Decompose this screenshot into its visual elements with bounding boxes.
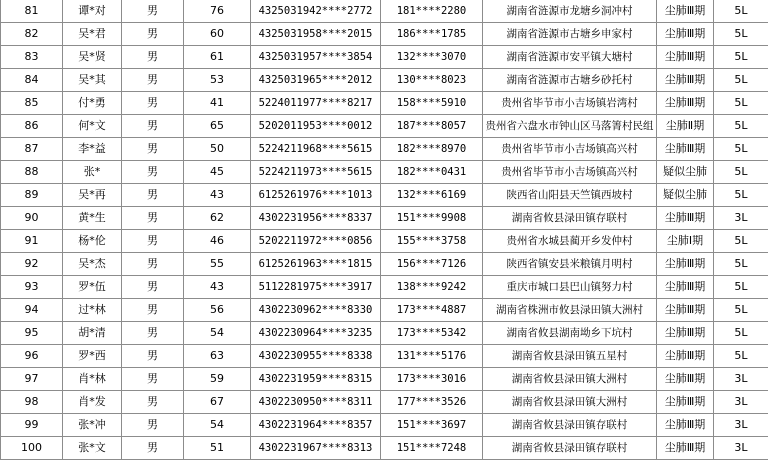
address-cell[interactable]: 贵州省水城县蔺开乡发仲村 — [483, 230, 657, 253]
row-number-cell[interactable]: 96 — [1, 345, 63, 368]
row-number-cell[interactable]: 90 — [1, 207, 63, 230]
address-cell[interactable]: 湖南省攸县湖南坳乡下坑村 — [483, 322, 657, 345]
row-number-cell[interactable]: 84 — [1, 69, 63, 92]
age-cell[interactable]: 63 — [184, 345, 251, 368]
id-number-cell[interactable]: 4302231959****8315 — [251, 368, 381, 391]
gender-cell[interactable]: 男 — [122, 184, 184, 207]
name-cell[interactable]: 张*冲 — [63, 414, 122, 437]
age-cell[interactable]: 46 — [184, 230, 251, 253]
id-number-cell[interactable]: 4325031957****3854 — [251, 46, 381, 69]
id-number-cell[interactable]: 5224211968****5615 — [251, 138, 381, 161]
address-cell[interactable]: 湖南省攸县渌田镇存联村 — [483, 437, 657, 460]
diagnosis-stage-cell[interactable]: 尘肺Ⅲ期 — [657, 368, 714, 391]
name-cell[interactable]: 谭*对 — [63, 0, 122, 23]
phone-cell[interactable]: 132****6169 — [381, 184, 483, 207]
address-cell[interactable]: 陕西省山阳县天竺镇西坡村 — [483, 184, 657, 207]
oxygen-flow-cell[interactable]: 3L — [714, 368, 768, 391]
gender-cell[interactable]: 男 — [122, 230, 184, 253]
address-cell[interactable]: 贵州省毕节市小吉场镇高兴村 — [483, 138, 657, 161]
id-number-cell[interactable]: 5202011953****0012 — [251, 115, 381, 138]
table-row — [1, 299, 768, 322]
phone-cell[interactable]: 182****0431 — [381, 161, 483, 184]
oxygen-flow-cell[interactable]: 5L — [714, 23, 768, 46]
address-cell[interactable]: 湖南省株洲市攸县渌田镇大洲村 — [483, 299, 657, 322]
phone-cell[interactable]: 130****8023 — [381, 69, 483, 92]
name-cell[interactable]: 张*文 — [63, 437, 122, 460]
name-cell[interactable]: 吴*其 — [63, 69, 122, 92]
name-cell[interactable]: 吴*君 — [63, 23, 122, 46]
address-cell[interactable]: 陕西省镇安县米粮镇月明村 — [483, 253, 657, 276]
gender-cell[interactable]: 男 — [122, 92, 184, 115]
address-cell[interactable]: 湖南省攸县渌田镇大洲村 — [483, 368, 657, 391]
address-cell[interactable]: 贵州省毕节市小吉场镇岩湾村 — [483, 92, 657, 115]
phone-cell[interactable]: 155****3758 — [381, 230, 483, 253]
name-cell[interactable]: 罗*伍 — [63, 276, 122, 299]
row-number-cell[interactable]: 89 — [1, 184, 63, 207]
id-number-cell[interactable]: 5112281975****3917 — [251, 276, 381, 299]
id-number-cell[interactable]: 4302230950****8311 — [251, 391, 381, 414]
name-cell[interactable]: 胡*清 — [63, 322, 122, 345]
row-number-cell[interactable]: 94 — [1, 299, 63, 322]
name-cell[interactable]: 过*林 — [63, 299, 122, 322]
id-number-cell[interactable]: 4302230964****3235 — [251, 322, 381, 345]
name-cell[interactable]: 杨*伦 — [63, 230, 122, 253]
oxygen-flow-cell[interactable]: 5L — [714, 115, 768, 138]
oxygen-flow-cell[interactable]: 5L — [714, 322, 768, 345]
age-cell[interactable]: 51 — [184, 437, 251, 460]
oxygen-flow-cell[interactable]: 5L — [714, 253, 768, 276]
diagnosis-stage-cell[interactable]: 尘肺Ⅲ期 — [657, 299, 714, 322]
age-cell[interactable]: 60 — [184, 23, 251, 46]
diagnosis-stage-cell[interactable]: 尘肺Ⅲ期 — [657, 276, 714, 299]
gender-cell[interactable]: 男 — [122, 0, 184, 23]
oxygen-flow-cell[interactable]: 3L — [714, 414, 768, 437]
phone-cell[interactable]: 173****4887 — [381, 299, 483, 322]
oxygen-flow-cell[interactable]: 5L — [714, 184, 768, 207]
address-cell[interactable]: 湖南省涟源市古塘乡砂托村 — [483, 69, 657, 92]
gender-cell[interactable]: 男 — [122, 322, 184, 345]
id-number-cell[interactable]: 4302230955****8338 — [251, 345, 381, 368]
oxygen-flow-cell[interactable]: 3L — [714, 437, 768, 460]
name-cell[interactable]: 罗*西 — [63, 345, 122, 368]
phone-cell[interactable]: 131****5176 — [381, 345, 483, 368]
row-number-cell[interactable]: 92 — [1, 253, 63, 276]
phone-cell[interactable]: 187****8057 — [381, 115, 483, 138]
name-cell[interactable]: 张* — [63, 161, 122, 184]
address-cell[interactable]: 湖南省涟源市古塘乡申家村 — [483, 23, 657, 46]
id-number-cell[interactable]: 5224211973****5615 — [251, 161, 381, 184]
phone-cell[interactable]: 132****3070 — [381, 46, 483, 69]
row-number-cell[interactable]: 98 — [1, 391, 63, 414]
row-number-cell[interactable]: 81 — [1, 0, 63, 23]
gender-cell[interactable]: 男 — [122, 414, 184, 437]
table-row — [1, 184, 768, 207]
phone-cell[interactable]: 177****3526 — [381, 391, 483, 414]
table-row — [1, 207, 768, 230]
phone-cell[interactable]: 151****7248 — [381, 437, 483, 460]
age-cell[interactable]: 62 — [184, 207, 251, 230]
name-cell[interactable]: 吴*杰 — [63, 253, 122, 276]
diagnosis-stage-cell[interactable]: 尘肺Ⅲ期 — [657, 414, 714, 437]
address-cell[interactable]: 贵州省六盘水市钟山区马落箐村民组 — [483, 115, 657, 138]
gender-cell[interactable]: 男 — [122, 391, 184, 414]
gender-cell[interactable]: 男 — [122, 69, 184, 92]
gender-cell[interactable]: 男 — [122, 368, 184, 391]
row-number-cell[interactable]: 100 — [1, 437, 63, 460]
id-number-cell[interactable]: 6125261976****1013 — [251, 184, 381, 207]
diagnosis-stage-cell[interactable]: 尘肺Ⅲ期 — [657, 69, 714, 92]
table-row — [1, 391, 768, 414]
gender-cell[interactable]: 男 — [122, 23, 184, 46]
name-cell[interactable]: 付*勇 — [63, 92, 122, 115]
table-row — [1, 138, 768, 161]
oxygen-flow-cell[interactable]: 5L — [714, 276, 768, 299]
diagnosis-stage-cell[interactable]: 尘肺Ⅲ期 — [657, 23, 714, 46]
phone-cell[interactable]: 158****5910 — [381, 92, 483, 115]
diagnosis-stage-cell[interactable]: 尘肺Ⅱ期 — [657, 115, 714, 138]
oxygen-flow-cell[interactable]: 5L — [714, 138, 768, 161]
id-number-cell[interactable]: 4325031958****2015 — [251, 23, 381, 46]
address-cell[interactable]: 湖南省涟源市龙塘乡洞冲村 — [483, 0, 657, 23]
oxygen-flow-cell[interactable]: 3L — [714, 391, 768, 414]
id-number-cell[interactable]: 4325031965****2012 — [251, 69, 381, 92]
oxygen-flow-cell[interactable]: 5L — [714, 0, 768, 23]
row-number-cell[interactable]: 88 — [1, 161, 63, 184]
name-cell[interactable]: 李*益 — [63, 138, 122, 161]
oxygen-flow-cell[interactable]: 5L — [714, 299, 768, 322]
name-cell[interactable]: 肖*林 — [63, 368, 122, 391]
age-cell[interactable]: 53 — [184, 69, 251, 92]
id-number-cell[interactable]: 5224011977****8217 — [251, 92, 381, 115]
oxygen-flow-cell[interactable]: 5L — [714, 46, 768, 69]
row-number-cell[interactable]: 99 — [1, 414, 63, 437]
id-number-cell[interactable]: 4302231964****8357 — [251, 414, 381, 437]
diagnosis-stage-cell[interactable]: 尘肺Ⅲ期 — [657, 207, 714, 230]
oxygen-flow-cell[interactable]: 5L — [714, 230, 768, 253]
phone-cell[interactable]: 138****9242 — [381, 276, 483, 299]
table-row — [1, 23, 768, 46]
table-row — [1, 368, 768, 391]
gender-cell[interactable]: 男 — [122, 46, 184, 69]
address-cell[interactable]: 贵州省毕节市小吉场镇高兴村 — [483, 161, 657, 184]
diagnosis-stage-cell[interactable]: 疑似尘肺 — [657, 184, 714, 207]
age-cell[interactable]: 54 — [184, 414, 251, 437]
age-cell[interactable]: 56 — [184, 299, 251, 322]
diagnosis-stage-cell[interactable]: 疑似尘肺 — [657, 161, 714, 184]
gender-cell[interactable]: 男 — [122, 115, 184, 138]
name-cell[interactable]: 何*文 — [63, 115, 122, 138]
age-cell[interactable]: 43 — [184, 184, 251, 207]
row-number-cell[interactable]: 85 — [1, 92, 63, 115]
diagnosis-stage-cell[interactable]: 尘肺Ⅲ期 — [657, 138, 714, 161]
table-row — [1, 414, 768, 437]
phone-cell[interactable]: 151****3697 — [381, 414, 483, 437]
table-body — [1, 0, 768, 460]
diagnosis-stage-cell[interactable]: 尘肺Ⅲ期 — [657, 92, 714, 115]
gender-cell[interactable]: 男 — [122, 138, 184, 161]
oxygen-flow-cell[interactable]: 5L — [714, 92, 768, 115]
id-number-cell[interactable]: 6125261963****1815 — [251, 253, 381, 276]
row-number-cell[interactable]: 91 — [1, 230, 63, 253]
id-number-cell[interactable]: 5202211972****0856 — [251, 230, 381, 253]
row-number-cell[interactable]: 82 — [1, 23, 63, 46]
address-cell[interactable]: 湖南省攸县渌田镇大洲村 — [483, 391, 657, 414]
gender-cell[interactable]: 男 — [122, 437, 184, 460]
gender-cell[interactable]: 男 — [122, 161, 184, 184]
age-cell[interactable]: 43 — [184, 276, 251, 299]
phone-cell[interactable]: 151****9908 — [381, 207, 483, 230]
gender-cell[interactable]: 男 — [122, 207, 184, 230]
age-cell[interactable]: 67 — [184, 391, 251, 414]
diagnosis-stage-cell[interactable]: 尘肺Ⅲ期 — [657, 437, 714, 460]
table-row — [1, 69, 768, 92]
gender-cell[interactable]: 男 — [122, 345, 184, 368]
row-number-cell[interactable]: 95 — [1, 322, 63, 345]
name-cell[interactable]: 吴*再 — [63, 184, 122, 207]
table-row — [1, 0, 768, 23]
phone-cell[interactable]: 173****3016 — [381, 368, 483, 391]
oxygen-flow-cell[interactable]: 5L — [714, 345, 768, 368]
table-row — [1, 322, 768, 345]
id-number-cell[interactable]: 4325031942****2772 — [251, 0, 381, 23]
diagnosis-stage-cell[interactable]: 尘肺Ⅰ期 — [657, 230, 714, 253]
age-cell[interactable]: 54 — [184, 322, 251, 345]
phone-cell[interactable]: 186****1785 — [381, 23, 483, 46]
address-cell[interactable]: 湖南省涟源市安平镇大塘村 — [483, 46, 657, 69]
row-number-cell[interactable]: 93 — [1, 276, 63, 299]
id-number-cell[interactable]: 4302231956****8337 — [251, 207, 381, 230]
table-row — [1, 276, 768, 299]
table-row — [1, 345, 768, 368]
row-number-cell[interactable]: 83 — [1, 46, 63, 69]
age-cell[interactable]: 50 — [184, 138, 251, 161]
phone-cell[interactable]: 156****7126 — [381, 253, 483, 276]
table-row — [1, 115, 768, 138]
age-cell[interactable]: 65 — [184, 115, 251, 138]
row-number-cell[interactable]: 87 — [1, 138, 63, 161]
address-cell[interactable]: 湖南省攸县渌田镇存联村 — [483, 414, 657, 437]
age-cell[interactable]: 61 — [184, 46, 251, 69]
id-number-cell[interactable]: 4302231967****8313 — [251, 437, 381, 460]
name-cell[interactable]: 肖*发 — [63, 391, 122, 414]
age-cell[interactable]: 55 — [184, 253, 251, 276]
address-cell[interactable]: 重庆市城口县巴山镇努力村 — [483, 276, 657, 299]
gender-cell[interactable]: 男 — [122, 253, 184, 276]
gender-cell[interactable]: 男 — [122, 299, 184, 322]
gender-cell[interactable]: 男 — [122, 276, 184, 299]
oxygen-flow-cell[interactable]: 5L — [714, 161, 768, 184]
name-cell[interactable]: 吴*贤 — [63, 46, 122, 69]
table-row — [1, 161, 768, 184]
age-cell[interactable]: 76 — [184, 0, 251, 23]
diagnosis-stage-cell[interactable]: 尘肺Ⅲ期 — [657, 391, 714, 414]
phone-cell[interactable]: 182****8970 — [381, 138, 483, 161]
age-cell[interactable]: 45 — [184, 161, 251, 184]
oxygen-flow-cell[interactable]: 5L — [714, 69, 768, 92]
row-number-cell[interactable]: 97 — [1, 368, 63, 391]
table-row — [1, 230, 768, 253]
table-row — [1, 253, 768, 276]
phone-cell[interactable]: 173****5342 — [381, 322, 483, 345]
phone-cell[interactable]: 181****2280 — [381, 0, 483, 23]
table-row — [1, 46, 768, 69]
name-cell[interactable]: 黄*生 — [63, 207, 122, 230]
diagnosis-stage-cell[interactable]: 尘肺Ⅲ期 — [657, 345, 714, 368]
table-row — [1, 92, 768, 115]
oxygen-flow-cell[interactable]: 3L — [714, 207, 768, 230]
diagnosis-stage-cell[interactable]: 尘肺Ⅲ期 — [657, 46, 714, 69]
row-number-cell[interactable]: 86 — [1, 115, 63, 138]
age-cell[interactable]: 41 — [184, 92, 251, 115]
age-cell[interactable]: 59 — [184, 368, 251, 391]
id-number-cell[interactable]: 4302230962****8330 — [251, 299, 381, 322]
address-cell[interactable]: 湖南省攸县渌田镇五星村 — [483, 345, 657, 368]
diagnosis-stage-cell[interactable]: 尘肺Ⅲ期 — [657, 322, 714, 345]
table-row — [1, 437, 768, 460]
address-cell[interactable]: 湖南省攸县渌田镇存联村 — [483, 207, 657, 230]
diagnosis-stage-cell[interactable]: 尘肺Ⅲ期 — [657, 253, 714, 276]
diagnosis-stage-cell[interactable]: 尘肺Ⅲ期 — [657, 0, 714, 23]
